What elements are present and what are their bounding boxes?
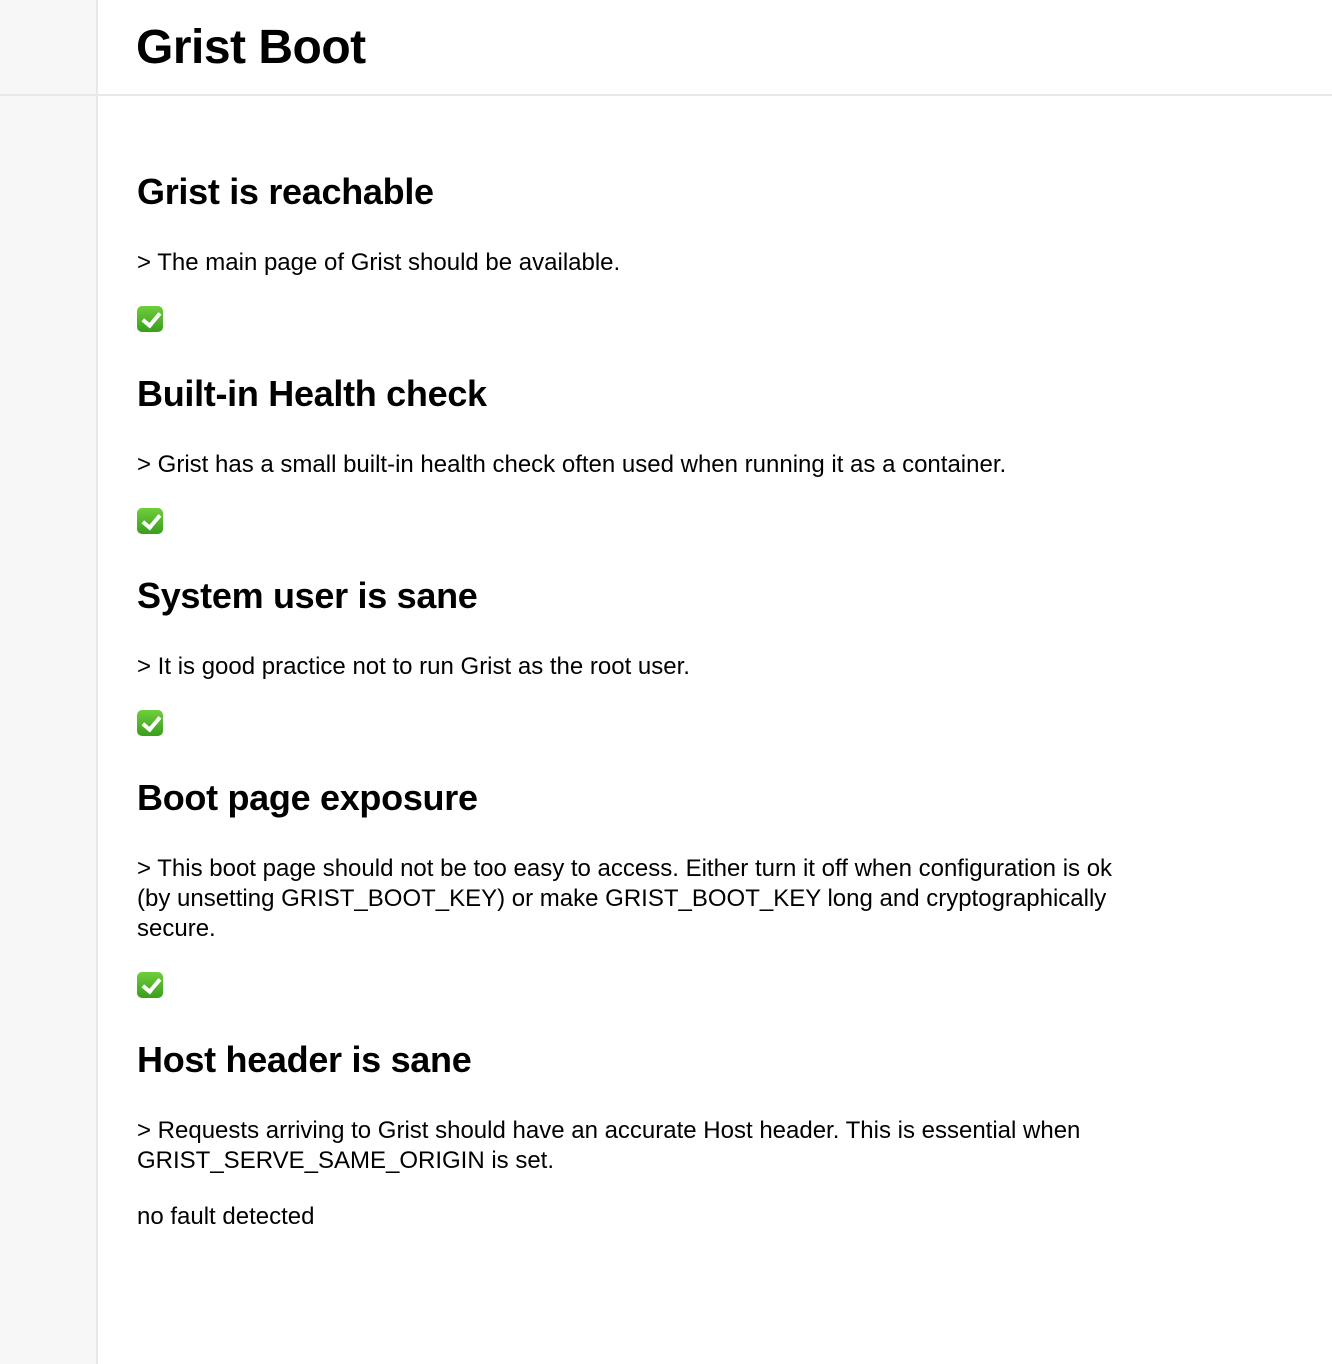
page-header — [98, 0, 1332, 96]
check-description: > This boot page should not be too easy to access. Either turn it off when configuration is ok (by unsetting GRIST_BOOT_KEY) or make GRIST_BOOT_KEY long and cryptographically secure. — [137, 855, 1113, 942]
check-mark-icon — [137, 306, 163, 332]
check-result — [137, 972, 1137, 998]
check-section-health — [137, 372, 1137, 534]
check-result-text: no fault detected — [137, 1203, 315, 1230]
check-section-system-user — [137, 574, 1137, 736]
sidebar — [0, 0, 98, 1364]
check-description: > It is good practice not to run Grist as the root user. — [137, 653, 690, 680]
check-section-boot-page — [137, 776, 1137, 998]
check-section-reachable — [137, 170, 1137, 332]
check-mark-icon — [137, 508, 163, 534]
check-mark-icon — [137, 972, 163, 998]
check-description: > The main page of Grist should be available. — [137, 249, 621, 276]
check-result — [137, 710, 1137, 736]
divider — [0, 94, 96, 96]
check-title: Boot page exposure — [137, 777, 478, 818]
check-title: Grist is reachable — [137, 171, 434, 212]
check-title: Built-in Health check — [137, 373, 487, 414]
check-description: > Requests arriving to Grist should have an accurate Host header. This is essential when GRIST_SERVE_SAME_ORIGIN is set. — [137, 1117, 1081, 1174]
check-mark-icon — [137, 710, 163, 736]
check-result — [137, 306, 1137, 332]
check-title: Host header is sane — [137, 1039, 472, 1080]
check-result — [137, 508, 1137, 534]
check-description: > Grist has a small built-in health check often used when running it as a container. — [137, 451, 1007, 478]
page-title: Grist Boot — [136, 21, 366, 74]
checks-list — [137, 170, 1137, 1272]
check-title: System user is sane — [137, 575, 478, 616]
check-section-host-header — [137, 1038, 1137, 1232]
